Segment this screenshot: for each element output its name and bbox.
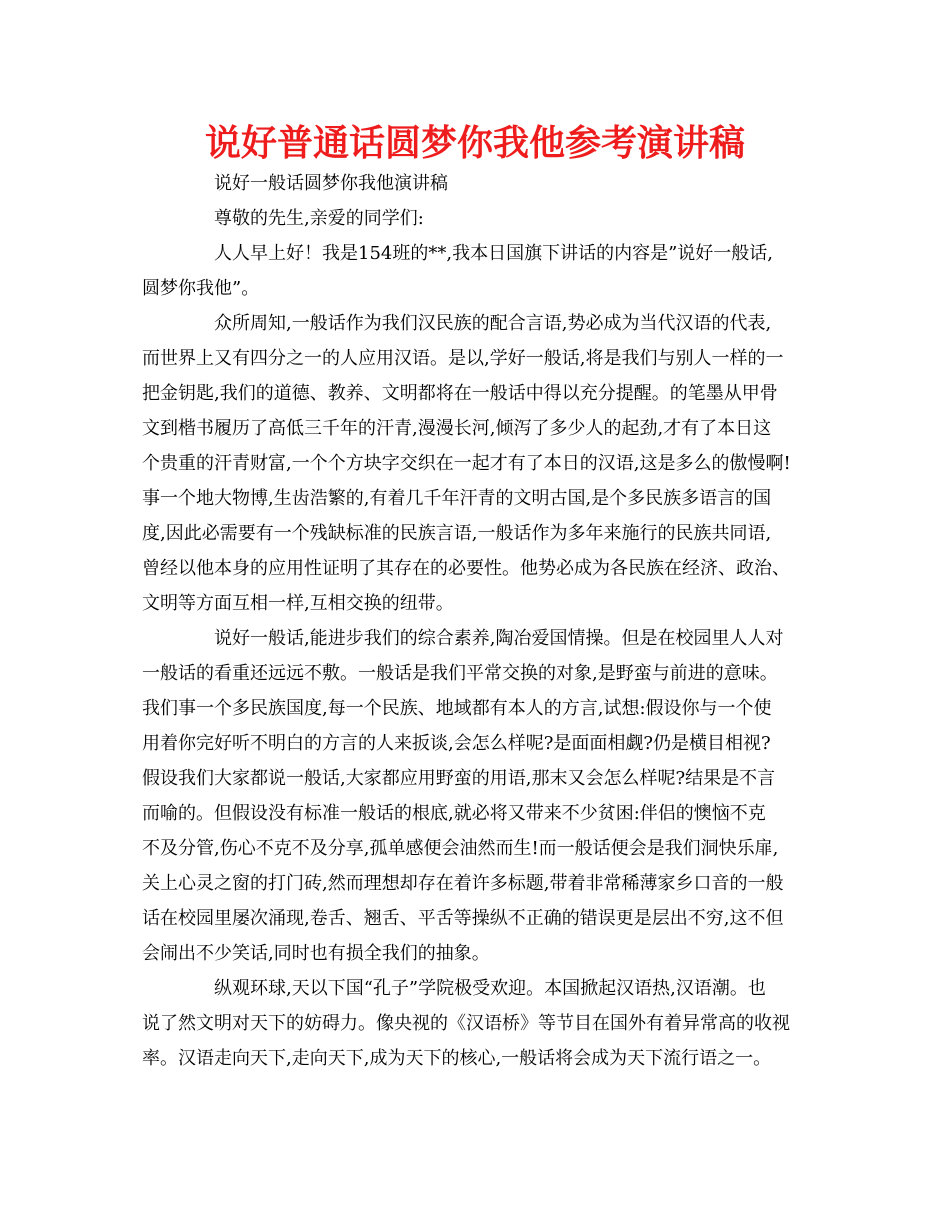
paragraph-line: 曾经以他本身的应用性证明了其存在的必要性。他势必成为各民族在经济、政治、	[142, 558, 790, 579]
paragraph-line: 一般话的看重还远远不敷。一般话是我们平常交换的对象,是野蛮与前进的意味。	[142, 663, 778, 684]
paragraph-line: 把金钥匙,我们的道德、教养、文明都将在一般话中得以充分提醒。的笔墨从甲骨	[142, 383, 778, 404]
paragraph-line: 话在校园里屡次涌现,卷舌、翘舌、平舌等操纵不正确的错误更是层出不穷,这不但	[142, 908, 784, 929]
paragraph-1	[142, 236, 810, 306]
paragraph-line: 纵观环球,天以下国“孔子”学院极受欢迎。本国掀起汉语热,汉语潮。也	[214, 978, 766, 999]
paragraph-line: 而世界上又有四分之一的人应用汉语。是以,学好一般话,将是我们与别人一样的一	[142, 348, 784, 369]
paragraph-line: 用着你完好听不明白的方言的人来扳谈,会怎么样呢?是面面相觑?仍是横目相视?	[142, 733, 771, 754]
paragraph-3	[142, 621, 810, 971]
subtitle-line: 说好一般话圆梦你我他演讲稿	[214, 173, 448, 194]
paragraph-line: 率。汉语走向天下,走向天下,成为天下的核心,一般话将会成为天下流行语之一。	[142, 1048, 772, 1069]
document-title: 说好普通话圆梦你我他参考演讲稿	[204, 123, 745, 164]
paragraph-line: 人人早上好！我是154班的**,我本日国旗下讲话的内容是”说好一般话,	[214, 243, 773, 264]
paragraph-line: 不及分管,伤心不克不及分享,孤单感便会油然而生!而一般话便会是我们洞快乐扉,	[142, 838, 779, 859]
paragraph-line: 假设我们大家都说一般话,大家都应用野蛮的用语,那末又会怎么样呢?结果是不言	[142, 768, 776, 789]
paragraph-line: 事一个地大物博,生齿浩繁的,有着几千年汗青的文明古国,是个多民族多语言的国	[142, 488, 772, 509]
document-body	[142, 166, 810, 1076]
paragraph-line: 说好一般话,能进步我们的综合素养,陶冶爱国情操。但是在校园里人人对	[214, 628, 784, 649]
paragraph-line: 会闹出不少笑话,同时也有损全我们的抽象。	[142, 943, 490, 964]
paragraph-line: 文明等方面互相一样,互相交换的纽带。	[142, 593, 454, 614]
paragraph-line: 度,因此必需要有一个残缺标准的民族言语,一般话作为多年来施行的民族共同语,	[142, 523, 772, 544]
paragraph-line: 文到楷书履历了高低三千年的汗青,漫漫长河,倾泻了多少人的起劲,才有了本日这	[142, 418, 772, 439]
paragraph-line: 个贵重的汗青财富,一个个方块字交织在一起才有了本日的汉语,这是多么的傲慢啊!	[142, 453, 791, 474]
paragraph-line: 说了然文明对天下的妨碍力。像央视的《汉语桥》等节目在国外有着异常高的收视	[142, 1013, 790, 1034]
paragraph-line: 而喻的。但假设没有标准一般话的根底,就必将又带来不少贫困:伴侣的懊恼不克	[142, 803, 766, 824]
paragraph-2	[142, 306, 810, 621]
paragraph-4	[142, 971, 810, 1076]
paragraph-line: 我们事一个多民族国度,每一个民族、地域都有本人的方言,试想:假设你与一个使	[142, 698, 772, 719]
paragraph-line: 众所周知,一般话作为我们汉民族的配合言语,势必成为当代汉语的代表,	[214, 313, 772, 334]
paragraph-line: 关上心灵之窗的打门砖,然而理想却存在着许多标题,带着非常稀薄家乡口音的一般	[142, 873, 784, 894]
greeting-line: 尊敬的先生,亲爱的同学们:	[214, 208, 424, 229]
paragraph-line: 圆梦你我他”。	[142, 278, 260, 299]
